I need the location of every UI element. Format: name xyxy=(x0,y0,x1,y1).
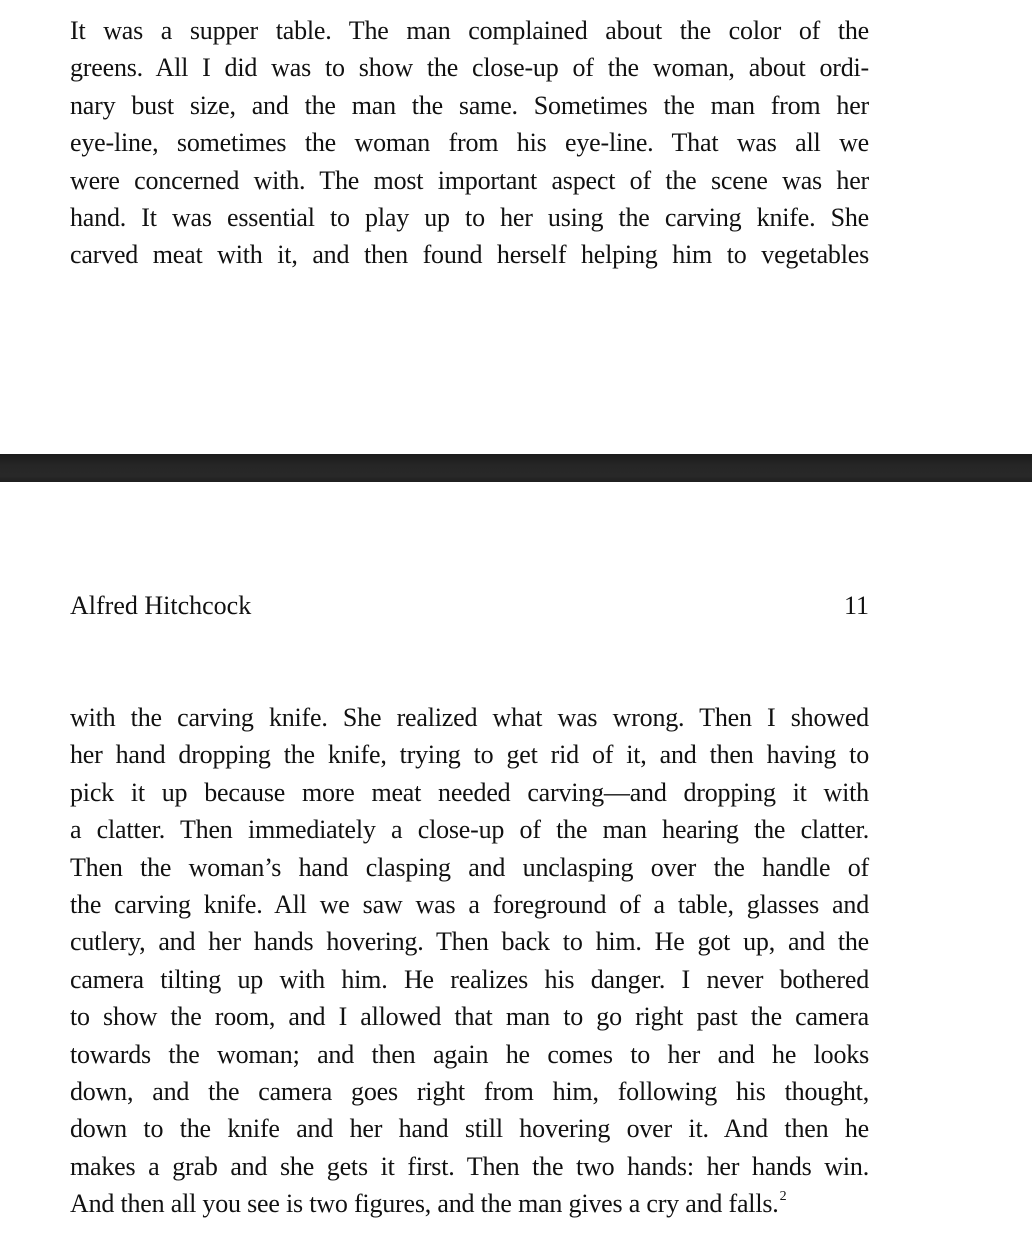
text-line: greens. All I did was to show the close-up of the woman, about ordi- xyxy=(70,53,869,83)
text-line: pick it up because more meat needed carving—and dropping it with xyxy=(70,777,869,807)
page-divider xyxy=(0,454,1032,482)
text-line: were concerned with. The most important aspect of the scene was her xyxy=(70,165,869,195)
page-header xyxy=(70,588,869,624)
text-line: the carving knife. All we saw was a foreground of a table, glasses and xyxy=(70,889,869,919)
text-line: It was a supper table. The man complained about the color of the xyxy=(70,16,869,45)
text-line-last xyxy=(70,1185,869,1222)
footnote-marker[interactable]: 2 xyxy=(779,1189,787,1205)
text-line: her hand dropping the knife, trying to get rid of it, and then having to xyxy=(70,740,869,770)
text-line: carved meat with it, and then found herself helping him to vegetables xyxy=(70,240,869,270)
text-line: camera tilting up with him. He realizes his danger. I never bothered xyxy=(70,964,869,994)
page-bottom xyxy=(0,482,1032,1246)
text-line: Then the woman’s hand clasping and unclasping over the handle of xyxy=(70,852,869,882)
text-line: eye-line, sometimes the woman from his eye-line. That was all we xyxy=(70,128,869,158)
text-line: hand. It was essential to play up to her using the carving knife. She xyxy=(70,202,869,232)
text-line: down, and the camera goes right from him, following his thought, xyxy=(70,1076,869,1106)
text-line: a clatter. Then immediately a close-up of the man hearing the clatter. xyxy=(70,815,869,845)
running-head: Alfred Hitchcock xyxy=(70,591,252,620)
text-line: makes a grab and she gets it first. Then the two hands: her hands win. xyxy=(70,1151,869,1181)
body-text-bottom xyxy=(70,699,869,1222)
page-number: 11 xyxy=(843,591,869,620)
last-line-text: And then all you see is two figures, and the man gives a cry and falls. xyxy=(70,1189,779,1219)
text-line: cutlery, and her hands hovering. Then back to him. He got up, and the xyxy=(70,927,869,957)
text-line: nary bust size, and the man the same. Sometimes the man from her xyxy=(70,90,869,120)
text-line: down to the knife and her hand still hovering over it. And then he xyxy=(70,1114,869,1144)
body-text-top xyxy=(70,12,869,274)
text-line: to show the room, and I allowed that man to go right past the camera xyxy=(70,1002,869,1032)
page-top xyxy=(0,0,1032,454)
text-line: towards the woman; and then again he comes to her and he looks xyxy=(70,1039,869,1069)
text-line: with the carving knife. She realized what was wrong. Then I showed xyxy=(70,703,869,732)
